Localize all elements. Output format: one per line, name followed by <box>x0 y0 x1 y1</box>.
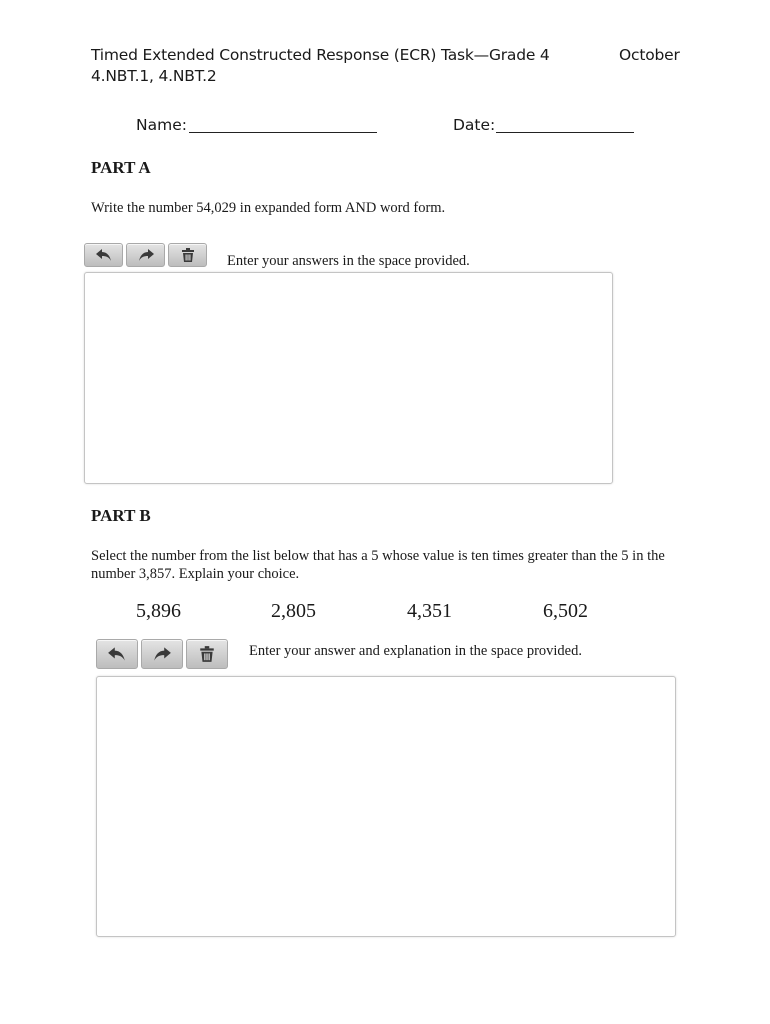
part-b-hint: Enter your answer and explanation in the space provided. <box>249 643 582 659</box>
trash-icon <box>180 247 196 263</box>
name-line <box>189 132 377 133</box>
part-a-hint: Enter your answers in the space provided. <box>227 253 470 269</box>
choice-option: 2,805 <box>271 600 316 622</box>
undo-icon <box>95 248 113 262</box>
choice-option: 5,896 <box>136 600 181 622</box>
trash-button[interactable] <box>168 243 207 267</box>
undo-icon <box>107 646 127 662</box>
redo-icon <box>152 646 172 662</box>
part-b-toolbar <box>96 639 228 669</box>
choice-option: 6,502 <box>543 600 588 622</box>
part-a-prompt: Write the number 54,029 in expanded form AND word form. <box>91 200 446 216</box>
date-label: Date: <box>453 116 496 134</box>
part-a-answer-box[interactable] <box>84 272 613 484</box>
redo-button[interactable] <box>126 243 165 267</box>
part-a-heading: PART A <box>91 158 151 177</box>
part-b-heading: PART B <box>91 506 151 525</box>
part-b-prompt: Select the number from the list below that has a 5 whose value is ten times greater than the 5 in the number 3,857. Explain your choice. <box>91 548 665 582</box>
header-standards: 4.NBT.1, 4.NBT.2 <box>91 67 217 85</box>
trash-button[interactable] <box>186 639 228 669</box>
redo-icon <box>137 248 155 262</box>
date-line <box>496 132 634 133</box>
undo-button[interactable] <box>84 243 123 267</box>
undo-button[interactable] <box>96 639 138 669</box>
part-a-toolbar <box>84 243 207 267</box>
redo-button[interactable] <box>141 639 183 669</box>
trash-icon <box>198 645 216 663</box>
part-b-answer-box[interactable] <box>96 676 676 937</box>
name-label: Name: <box>136 116 187 134</box>
choice-option: 4,351 <box>407 600 452 622</box>
header-title: Timed Extended Constructed Response (ECR) Task—Grade 4 <box>91 46 550 64</box>
header-month: October <box>619 46 680 64</box>
